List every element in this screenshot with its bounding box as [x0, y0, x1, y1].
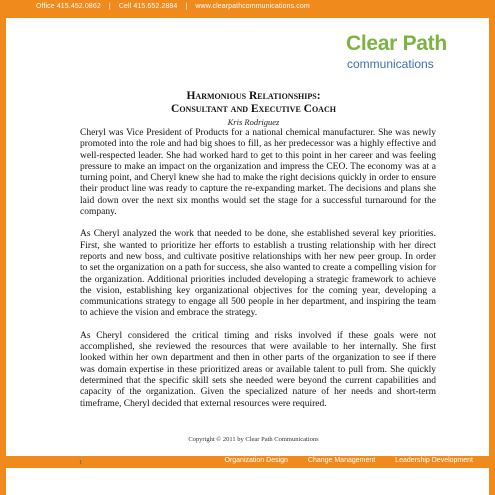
services-list: [207, 457, 474, 464]
service-item: Change Management: [307, 457, 376, 464]
copyright-notice: Copyright © 2011 by Clear Path Communications: [188, 436, 319, 443]
website-link[interactable]: www.clearpathcommunications.com: [195, 3, 310, 10]
logo-word-path: Path: [402, 32, 447, 55]
body-paragraph: As Cheryl analyzed the work that needed to be done, she established several key priorities. First, she wanted to prioritize her efforts to establish a trusting relationship with her direct reports and new boss, and cultivate positive relationships with her new peer group. In order to set the organization on a path for success, she also wanted to create a compelling vision for the organization. Additional priorities included developing a strategic framework to achieve the vision, establishing key organizational objectives for the coming year, developing a communications strategy to engage all 500 people in her department, and inspiring the team to achieve the vision and embrace the strategy.: [80, 229, 436, 319]
document-body: [80, 128, 436, 421]
contact-info: [36, 3, 316, 10]
office-phone: Office 415.452.0862: [36, 3, 101, 10]
document-subtitle: Consultant and Executive Coach: [171, 103, 336, 115]
logo-wordmark: [346, 32, 447, 56]
body-paragraph: As Cheryl considered the critical timing and risks involved if these goals were not accomplished, she reviewed the resources that were available to her internally. She first looked within her own department and then in other parts of the organization to see if there was domain expertise in these prioritized areas or available talent to pull from. She quickly determined that the specific skill sets she needed were beyond the current capabilities and capacity of the organization. Given the specialized nature of her needs and short-term timeframe, Cheryl decided that external resources were required.: [80, 330, 436, 409]
separator: |: [108, 3, 111, 10]
document-title: Harmonious Relationships:: [186, 90, 321, 102]
company-logo: [344, 32, 474, 80]
service-item: Organization Design: [224, 457, 288, 464]
logo-word-clear: Clear: [346, 32, 398, 55]
separator: |: [185, 3, 188, 10]
header-bar: [6, 0, 495, 18]
logo-subtitle: communications: [347, 57, 434, 71]
cell-phone: Cell 415.652.2884: [118, 3, 178, 10]
service-item: Leadership Development: [395, 457, 473, 464]
body-paragraph: Cheryl was Vice President of Products for a national chemical manufacturer. She was newly promoted into the role and had big shoes to fill, as her predecessor was a highly effective and well-respected leader. She had worked hard to get to this point in her career and was feeling pressure to make an impact on the organization and impress the CEO. The economy was at a turning point, and Cheryl knew she had to make the right decisions quickly in order to ensure their product line was ready to capture the re-expanding market. The decisions and plans she laid down over the next six months would set the stage for a successful turnaround for the company.: [80, 128, 436, 218]
page-number: 1: [79, 460, 82, 466]
author-name: Kris Rodriguez: [227, 117, 280, 127]
